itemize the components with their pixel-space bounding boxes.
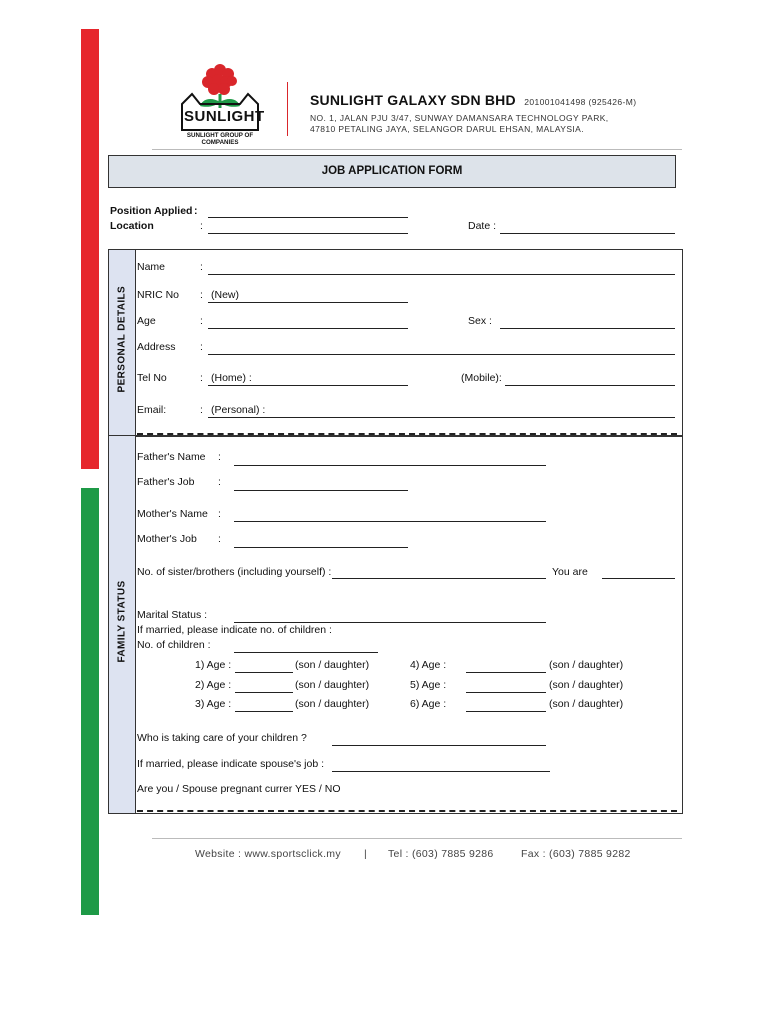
child-age-1-label: 1) Age : <box>195 659 232 671</box>
pregnant-label: Are you / Spouse pregnant currer YES / NO <box>137 783 341 795</box>
child-sex-1-label: (son / daughter) <box>295 659 370 671</box>
name-input[interactable] <box>208 274 675 275</box>
footer-tel: Tel : (603) 7885 9286 <box>388 848 494 860</box>
side-bar-green <box>81 488 99 915</box>
location-label: Location <box>110 220 154 232</box>
family-status-label: FAMILY STATUS <box>116 580 128 663</box>
date-input[interactable] <box>500 233 675 234</box>
family-status-sidebar <box>109 436 136 813</box>
position-label: Position Applied <box>110 205 193 217</box>
tel-home-input[interactable] <box>208 385 408 386</box>
if-married-children-label: If married, please indicate no. of children : <box>137 624 332 636</box>
no-children-label: No. of children : <box>137 639 211 651</box>
child-age-2-label: 2) Age : <box>195 679 232 691</box>
tel-colon: : <box>200 372 203 384</box>
company-registration: 201001041498 (925426-M) <box>524 97 637 107</box>
mother-job-label: Mother's Job <box>137 533 197 545</box>
spouse-job-input[interactable] <box>332 771 550 772</box>
location-input[interactable] <box>208 233 408 234</box>
child-age-6-input[interactable] <box>466 711 546 712</box>
child-age-2-input[interactable] <box>235 692 293 693</box>
father-name-label: Father's Name <box>137 451 206 463</box>
father-job-colon: : <box>218 476 221 488</box>
no-children-input[interactable] <box>234 652 378 653</box>
address-line-2: 47810 PETALING JAYA, SELANGOR DARUL EHSAN, MALAYSIA. <box>310 124 584 134</box>
you-are-label: You are <box>552 566 588 578</box>
footer-separator: | <box>364 848 368 860</box>
child-age-3-label: 3) Age : <box>195 698 232 710</box>
tel-mobile-label: (Mobile): <box>461 372 502 384</box>
nric-input[interactable] <box>208 302 408 303</box>
address-colon: : <box>200 341 203 353</box>
tel-mobile-input[interactable] <box>505 385 675 386</box>
address-input[interactable] <box>208 354 675 355</box>
family-bottom-dash <box>137 810 677 812</box>
personal-details-sidebar <box>109 250 136 436</box>
child-age-1-input[interactable] <box>235 672 293 673</box>
mother-job-colon: : <box>218 533 221 545</box>
father-job-label: Father's Job <box>137 476 195 488</box>
child-sex-5-label: (son / daughter) <box>549 679 624 691</box>
mother-name-colon: : <box>218 508 221 520</box>
age-colon: : <box>200 315 203 327</box>
child-age-6-label: 6) Age : <box>410 698 447 710</box>
father-name-input[interactable] <box>234 465 546 466</box>
footer-fax: Fax : (603) 7885 9282 <box>521 848 631 860</box>
header-divider <box>287 82 288 136</box>
date-label: Date : <box>468 220 497 232</box>
mother-name-label: Mother's Name <box>137 508 208 520</box>
age-input[interactable] <box>208 328 408 329</box>
child-age-4-label: 4) Age : <box>410 659 447 671</box>
father-job-input[interactable] <box>234 490 408 491</box>
company-logo <box>170 62 270 146</box>
logo-text: SUNLIGHT <box>184 108 265 125</box>
name-colon: : <box>200 261 203 273</box>
mother-name-input[interactable] <box>234 521 546 522</box>
position-colon: : <box>194 205 198 217</box>
form-title: JOB APPLICATION FORM <box>321 165 463 177</box>
email-input[interactable] <box>208 417 675 418</box>
email-label: Email: <box>137 404 167 416</box>
footer-rule <box>152 838 682 839</box>
child-age-5-input[interactable] <box>466 692 546 693</box>
nric-label: NRIC No <box>137 289 180 301</box>
child-sex-6-label: (son / daughter) <box>549 698 624 710</box>
sex-label: Sex : <box>468 315 492 327</box>
personal-details-label: PERSONAL DETAILS <box>116 285 128 393</box>
who-caring-input[interactable] <box>332 745 546 746</box>
child-age-4-input[interactable] <box>466 672 546 673</box>
email-personal-label: (Personal) : <box>211 404 266 416</box>
father-name-colon: : <box>218 451 221 463</box>
child-sex-4-label: (son / daughter) <box>549 659 624 671</box>
personal-details-section <box>108 249 683 437</box>
company-block <box>310 92 636 134</box>
logo-subtitle: SUNLIGHT GROUP OF COMPANIES <box>186 132 254 146</box>
siblings-input[interactable] <box>332 578 546 579</box>
nric-new-label: (New) <box>211 289 239 301</box>
nric-colon: : <box>200 289 203 301</box>
address-line-1: NO. 1, JALAN PJU 3/47, SUNWAY DAMANSARA TECHNOLOGY PARK, <box>310 113 609 123</box>
siblings-label: No. of sister/brothers (including yourself) : <box>137 566 332 578</box>
spouse-job-label: If married, please indicate spouse's job : <box>137 758 325 770</box>
marital-status-input[interactable] <box>234 622 546 623</box>
name-label: Name <box>137 261 166 273</box>
marital-status-label: Marital Status : <box>137 609 208 621</box>
tel-home-label: (Home) : <box>211 372 252 384</box>
you-are-input[interactable] <box>602 578 675 579</box>
child-sex-2-label: (son / daughter) <box>295 679 370 691</box>
position-input[interactable] <box>208 217 408 218</box>
company-name: SUNLIGHT GALAXY SDN BHD <box>310 92 516 108</box>
child-age-3-input[interactable] <box>235 711 293 712</box>
mother-job-input[interactable] <box>234 547 408 548</box>
child-sex-3-label: (son / daughter) <box>295 698 370 710</box>
rose-logo-icon <box>170 62 270 142</box>
form-title-box <box>108 155 676 188</box>
sex-input[interactable] <box>500 328 675 329</box>
who-caring-label: Who is taking care of your children ? <box>137 732 307 744</box>
child-age-5-label: 5) Age : <box>410 679 447 691</box>
email-colon: : <box>200 404 203 416</box>
address-label: Address <box>137 341 176 353</box>
location-colon: : <box>200 220 203 232</box>
header-rule <box>152 149 682 150</box>
footer-website: Website : www.sportsclick.my <box>195 848 341 860</box>
age-label: Age <box>137 315 156 327</box>
side-bar-red <box>81 29 99 469</box>
tel-label: Tel No <box>137 372 167 384</box>
